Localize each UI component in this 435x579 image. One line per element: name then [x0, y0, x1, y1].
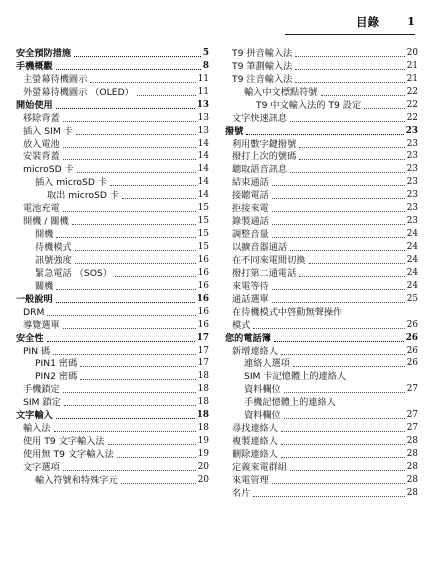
- toc-entry[interactable]: [16, 227, 209, 240]
- toc-entry[interactable]: [225, 266, 418, 279]
- toc-entry-title: 您的電話簿: [225, 332, 271, 344]
- toc-entry[interactable]: [225, 240, 418, 253]
- dot-leader: [290, 250, 405, 251]
- toc-entry[interactable]: [16, 421, 209, 434]
- toc-entry-page: 16: [196, 293, 209, 304]
- toc-entry-page: 16: [197, 254, 209, 265]
- toc-entry[interactable]: [225, 279, 418, 292]
- toc-entry-page: 15: [197, 229, 209, 240]
- toc-entry[interactable]: [225, 85, 418, 98]
- dot-leader: [272, 224, 405, 225]
- toc-entry-title: 文字快速訊息: [232, 112, 288, 124]
- toc-entry-page: 23: [406, 164, 418, 175]
- page-number: 1: [406, 14, 415, 28]
- toc-entry[interactable]: [225, 460, 418, 473]
- toc-entry-page: 20: [197, 461, 209, 472]
- toc-entry-page: 13: [196, 99, 209, 110]
- toc-section-entry[interactable]: [16, 292, 209, 305]
- toc-entry-page: 14: [197, 138, 209, 149]
- dot-leader: [321, 95, 405, 96]
- dot-leader: [63, 121, 196, 122]
- toc-entry[interactable]: [16, 137, 209, 150]
- toc-entry[interactable]: [16, 188, 209, 201]
- toc-entry-page: 24: [406, 242, 418, 252]
- toc-entry-page: 22: [406, 86, 418, 97]
- dot-leader: [63, 147, 196, 148]
- toc-entry[interactable]: [16, 369, 209, 382]
- toc-section-entry[interactable]: [16, 46, 209, 59]
- dot-leader: [63, 159, 196, 160]
- toc-entry-page: 19: [197, 436, 209, 447]
- toc-entry-page: 26: [405, 332, 418, 343]
- dot-leader: [56, 108, 195, 109]
- toc-entry[interactable]: [16, 460, 209, 473]
- toc-entry-page: 23: [405, 125, 418, 136]
- dot-leader: [47, 341, 195, 342]
- toc-entry-title: 以擴音器通話: [232, 242, 288, 253]
- toc-entry-page: 18: [197, 384, 209, 395]
- toc-entry[interactable]: [225, 486, 418, 499]
- dot-leader: [77, 172, 196, 173]
- toc-entry-page: 18: [197, 397, 209, 408]
- toc-entry[interactable]: [225, 421, 418, 434]
- toc-entry[interactable]: [225, 137, 418, 150]
- toc-entry-title: 來電管理: [232, 474, 269, 486]
- toc-entry-title: PIN2 密碼: [35, 371, 78, 383]
- toc-entry-page: 28: [406, 436, 418, 447]
- page-header: [215, 14, 415, 36]
- toc-entry-title: 接聽電話: [232, 190, 269, 202]
- toc-entry-title: SIM 卡記憶體上的連絡人: [244, 371, 347, 383]
- toc-entry[interactable]: [16, 214, 209, 227]
- dot-leader: [272, 289, 405, 290]
- toc-entry-page: 23: [406, 216, 418, 227]
- toc-entry-page: 23: [406, 151, 418, 162]
- dot-leader: [56, 302, 195, 303]
- toc-entry[interactable]: [16, 266, 209, 279]
- toc-entry-title: 主螢幕待機圖示: [23, 73, 88, 85]
- toc-section-entry[interactable]: [225, 124, 418, 137]
- toc-entry-title: PIN 碼: [23, 345, 51, 357]
- toc-entry-title: 文字輸入: [16, 410, 53, 422]
- toc-entry[interactable]: [16, 305, 209, 318]
- toc-entry-title: 撥號: [225, 125, 244, 137]
- toc-entry[interactable]: [225, 408, 418, 421]
- toc-entry-title: 插入 microSD 卡: [35, 177, 108, 189]
- dot-leader: [53, 354, 196, 355]
- toc-entry-title: DRM: [23, 306, 45, 318]
- toc-entry-page: 13: [197, 125, 209, 136]
- toc-entry-page: 21: [406, 60, 418, 71]
- toc-entry-title: 資料欄位: [244, 384, 281, 396]
- toc-entry-title: 定義來電群組: [232, 461, 288, 473]
- toc-entry-page: 18: [197, 423, 209, 434]
- toc-entry-page: 27: [406, 410, 418, 421]
- toc-entry-page: 22: [406, 99, 418, 110]
- toc-entry-page: 15: [197, 203, 209, 214]
- dot-leader: [56, 237, 195, 238]
- toc-entry[interactable]: [225, 369, 418, 382]
- dot-leader: [54, 431, 196, 432]
- dot-leader: [290, 470, 405, 471]
- toc-entry-page: 19: [197, 449, 209, 459]
- dot-leader: [56, 418, 195, 419]
- toc-entry[interactable]: [225, 473, 418, 486]
- toc-entry[interactable]: [225, 175, 418, 188]
- toc-entry-page: 20: [406, 47, 418, 58]
- toc-entry-title: 開始使用: [16, 99, 53, 111]
- toc-entry[interactable]: [16, 240, 209, 253]
- toc-entry-page: 27: [406, 384, 418, 395]
- dot-leader: [63, 392, 196, 393]
- toc-entry-page: 28: [406, 474, 418, 485]
- toc-entry-page: 18: [196, 410, 209, 421]
- dot-leader: [309, 263, 405, 264]
- toc-entry-title: 通話選單: [232, 293, 269, 305]
- toc-section-entry[interactable]: [16, 331, 209, 344]
- toc-entry-title: 複製連絡人: [232, 436, 278, 448]
- toc-entry-page: 24: [406, 254, 418, 265]
- toc-entry[interactable]: [225, 111, 418, 124]
- toc-entry[interactable]: [16, 318, 209, 331]
- toc-entry-page: 26: [406, 358, 418, 369]
- dot-leader: [293, 366, 405, 367]
- toc-entry-page: 28: [406, 461, 418, 472]
- toc-entry-title: 資料欄位: [244, 410, 281, 422]
- toc-entry[interactable]: [225, 214, 418, 227]
- toc-entry-page: 24: [406, 280, 418, 291]
- toc-entry-title: 移除背蓋: [23, 112, 60, 124]
- toc-entry-page: 21: [406, 73, 418, 84]
- toc-entry-page: 14: [197, 177, 209, 188]
- dot-leader: [110, 185, 196, 186]
- toc-entry-title: 輸入法: [23, 423, 51, 435]
- dot-leader: [281, 354, 405, 355]
- toc-entry[interactable]: [225, 162, 418, 175]
- dot-leader: [290, 121, 405, 122]
- toc-entry-title: 手機鎖定: [23, 384, 60, 396]
- dot-leader: [281, 431, 405, 432]
- toc-entry-title: 安全預防措施: [16, 47, 72, 59]
- dot-leader: [122, 198, 196, 199]
- toc-entry-page: 13: [197, 112, 209, 123]
- toc-entry-page: 25: [406, 293, 418, 304]
- dot-leader: [281, 457, 405, 458]
- dot-leader: [284, 392, 405, 393]
- dot-leader: [75, 263, 196, 264]
- toc-entry-page: 5: [202, 47, 209, 58]
- dot-leader: [56, 69, 201, 70]
- toc-entry-page: 8: [202, 60, 209, 71]
- toc-entry-title: 使用 T9 文字輸入法: [23, 436, 105, 448]
- toc-entry-title: 刪除連絡人: [232, 449, 278, 460]
- dot-leader: [284, 418, 405, 419]
- toc-entry-page: 17: [197, 358, 209, 369]
- toc-entry[interactable]: [16, 395, 209, 408]
- toc-entry-page: 23: [406, 177, 418, 188]
- toc-entry[interactable]: [225, 447, 418, 460]
- toc-entry-title: T9 拼音輸入法: [232, 47, 293, 59]
- dot-leader: [72, 224, 196, 225]
- dot-leader: [74, 56, 201, 57]
- toc-entry-page: 14: [197, 190, 209, 201]
- toc-entry-page: 17: [197, 345, 209, 356]
- toc-entry-title: 名片: [232, 487, 251, 499]
- dot-leader: [80, 379, 196, 380]
- toc-entry-title: 手機概觀: [16, 60, 53, 72]
- toc-entry-title: 開機: [35, 229, 54, 241]
- toc-entry-title: 安裝背蓋: [23, 151, 60, 163]
- toc-entry[interactable]: [225, 201, 418, 214]
- toc-entry-page: 16: [197, 267, 209, 278]
- toc-entry-title: SIM 鎖定: [23, 397, 61, 409]
- toc-entry[interactable]: [16, 72, 209, 85]
- toc-entry[interactable]: [16, 85, 209, 98]
- dot-leader: [295, 56, 404, 57]
- dot-leader: [117, 457, 196, 458]
- toc-entry-page: 11: [197, 86, 209, 97]
- toc-entry-title: 尋找連絡人: [232, 423, 278, 435]
- toc-entry-title: 電池充電: [23, 203, 60, 215]
- toc-entry[interactable]: [225, 305, 418, 318]
- dot-leader: [272, 198, 405, 199]
- toc-entry[interactable]: [16, 357, 209, 370]
- dot-leader: [272, 483, 405, 484]
- toc-entry[interactable]: [225, 188, 418, 201]
- dot-leader: [295, 69, 404, 70]
- toc-entry-title: 調整音量: [232, 229, 269, 241]
- toc-entry-page: 16: [197, 319, 209, 330]
- toc-entry-page: 11: [197, 73, 209, 84]
- toc-entry-page: 14: [197, 151, 209, 162]
- dot-leader: [272, 185, 405, 186]
- page-title: 目錄: [356, 15, 379, 29]
- toc-entry-page: 26: [406, 319, 418, 330]
- toc-entry-title: PIN1 密碼: [35, 358, 78, 370]
- toc-entry[interactable]: [225, 318, 418, 331]
- toc-entry-title: microSD 卡: [23, 164, 74, 176]
- toc-entry[interactable]: [16, 382, 209, 395]
- dot-leader: [272, 211, 405, 212]
- dot-leader: [253, 496, 404, 497]
- toc-entry-page: 22: [406, 112, 418, 123]
- toc-entry[interactable]: [225, 292, 418, 305]
- dot-leader: [121, 483, 196, 484]
- toc-entry-page: 24: [406, 267, 418, 278]
- toc-entry-title: T9 中文輸入法的 T9 設定: [256, 99, 362, 111]
- toc-entry-title: 使用無 T9 文字輸入法: [23, 449, 114, 460]
- toc-entry[interactable]: [225, 72, 418, 85]
- toc-section-entry[interactable]: [16, 59, 209, 72]
- toc-entry-page: 17: [196, 332, 209, 343]
- toc-entry-title: 緊急電話 （SOS）: [35, 267, 112, 279]
- toc-section-entry[interactable]: [16, 98, 209, 111]
- toc-entry[interactable]: [225, 344, 418, 357]
- toc-entry-title: 新增連絡人: [232, 345, 278, 357]
- toc-entry[interactable]: [16, 473, 209, 486]
- toc-entry-title: T9 注音輸入法: [232, 73, 293, 85]
- dot-leader: [274, 341, 404, 342]
- toc-entry-page: 23: [406, 138, 418, 149]
- toc-entry-title: 文字選項: [23, 461, 60, 473]
- toc-right-column: [225, 46, 418, 499]
- toc-entry-title: 訊號強度: [35, 254, 72, 266]
- toc-entry-title: 在待機模式中啓動無聲操作: [232, 306, 343, 318]
- toc-entry-page: 16: [197, 306, 209, 317]
- toc-entry[interactable]: [16, 434, 209, 447]
- dot-leader: [56, 289, 195, 290]
- dot-leader: [290, 172, 405, 173]
- toc-entry-page: 14: [197, 164, 209, 175]
- toc-entry-page: 23: [406, 190, 418, 201]
- dot-leader: [272, 302, 405, 303]
- toc-section-entry[interactable]: [16, 408, 209, 421]
- toc-entry-title: 安全性: [16, 332, 44, 344]
- dot-leader: [47, 315, 195, 316]
- toc-entry[interactable]: [16, 111, 209, 124]
- toc-entry-title: 關機: [35, 280, 54, 292]
- toc-entry-page: 20: [197, 474, 209, 485]
- toc-entry[interactable]: [225, 59, 418, 72]
- header-rule: [285, 34, 415, 35]
- toc-entry-title: 結束通話: [232, 177, 269, 189]
- dot-leader: [299, 147, 404, 148]
- dot-leader: [90, 82, 195, 83]
- toc-entry-title: 導覽選單: [23, 319, 60, 331]
- toc-entry[interactable]: [16, 344, 209, 357]
- dot-leader: [63, 328, 196, 329]
- toc-entry-page: 16: [197, 280, 209, 291]
- toc-entry-title: 聽取語音訊息: [232, 164, 288, 176]
- toc-entry-page: 26: [406, 345, 418, 356]
- toc-entry-title: 一般說明: [16, 293, 53, 305]
- toc-entry[interactable]: [225, 46, 418, 59]
- toc-entry-page: 15: [197, 216, 209, 227]
- dot-leader: [75, 250, 196, 251]
- toc-entry-title: 在不同來電間切換: [232, 254, 306, 266]
- toc-entry-page: 24: [406, 229, 418, 240]
- toc-entry-page: 28: [406, 449, 418, 459]
- toc-entry[interactable]: [225, 434, 418, 447]
- toc-entry-title: 外螢幕待機圖示 （OLED）: [23, 86, 134, 98]
- toc-entry-page: 15: [197, 242, 209, 252]
- dot-leader: [64, 405, 196, 406]
- toc-entry-title: 錄製通話: [232, 216, 269, 228]
- toc-entry-title: 撥打第二通電話: [232, 267, 297, 279]
- toc-entry-title: 開機 / 關機: [23, 216, 69, 228]
- toc-entry[interactable]: [225, 253, 418, 266]
- toc-entry[interactable]: [16, 253, 209, 266]
- dot-leader: [246, 134, 403, 135]
- toc-entry[interactable]: [225, 395, 418, 408]
- toc-entry[interactable]: [16, 162, 209, 175]
- toc-entry[interactable]: [16, 150, 209, 163]
- toc-entry[interactable]: [225, 150, 418, 163]
- dot-leader: [63, 211, 196, 212]
- toc-entry-title: 連絡人選項: [244, 358, 290, 370]
- toc-entry-title: 輸入符號和特殊字元: [35, 474, 118, 486]
- toc-entry[interactable]: [16, 201, 209, 214]
- toc-entry-title: T9 筆劃輸入法: [232, 60, 293, 72]
- dot-leader: [295, 82, 404, 83]
- toc-entry-title: 放入電池: [23, 138, 60, 150]
- dot-leader: [76, 134, 196, 135]
- toc-entry-title: 模式: [232, 319, 251, 331]
- toc-entry-page: 28: [406, 487, 418, 498]
- toc-entry-title: 取出 microSD 卡: [47, 190, 120, 202]
- dot-leader: [364, 108, 405, 109]
- dot-leader: [299, 159, 404, 160]
- toc-entry[interactable]: [225, 382, 418, 395]
- toc-entry-page: 27: [406, 423, 418, 434]
- toc-entry[interactable]: [16, 279, 209, 292]
- toc-entry[interactable]: [225, 227, 418, 240]
- toc-entry-title: 輸入中文標點符號: [244, 86, 318, 98]
- toc-entry-title: 利用數字鍵撥號: [232, 138, 297, 150]
- dot-leader: [80, 366, 196, 367]
- toc-entry-title: 插入 SIM 卡: [23, 125, 73, 137]
- dot-leader: [272, 237, 405, 238]
- dot-leader: [115, 276, 196, 277]
- toc-section-entry[interactable]: [225, 331, 418, 344]
- toc-entry-title: 拒接來電: [232, 203, 269, 215]
- toc-entry-title: 手機記憶體上的連絡人: [244, 397, 336, 409]
- toc-entry[interactable]: [225, 357, 418, 370]
- dot-leader: [137, 95, 196, 96]
- toc-entry-page: 23: [406, 203, 418, 214]
- dot-leader: [108, 444, 196, 445]
- toc-entry[interactable]: [225, 98, 418, 111]
- toc-left-column: [16, 46, 209, 486]
- toc-entry-page: 18: [197, 371, 209, 382]
- dot-leader: [63, 470, 196, 471]
- toc-entry[interactable]: [16, 447, 209, 460]
- dot-leader: [299, 276, 404, 277]
- toc-entry-title: 待機模式: [35, 242, 72, 253]
- toc-entry[interactable]: [16, 124, 209, 137]
- dot-leader: [281, 444, 405, 445]
- dot-leader: [253, 328, 404, 329]
- toc-entry[interactable]: [16, 175, 209, 188]
- toc-entry-title: 來電等待: [232, 280, 269, 292]
- toc-entry-title: 撥打上次的號碼: [232, 151, 297, 163]
